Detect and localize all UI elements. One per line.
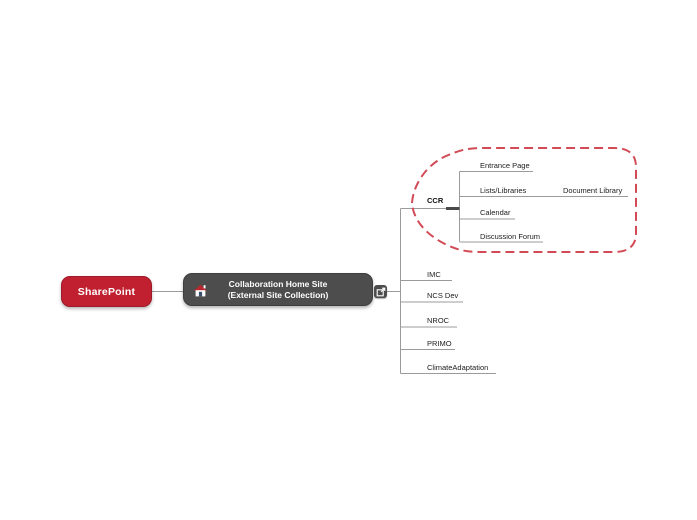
topic-discussion-forum[interactable]: Discussion Forum [480,231,541,241]
root-topic-sharepoint[interactable] [61,276,152,307]
topic-nroc[interactable]: NROC [427,316,450,325]
topic-imc[interactable]: IMC [427,269,441,279]
root-topic-label: SharePoint [77,285,136,298]
external-link-icon[interactable] [374,285,387,298]
topic-entrance-page[interactable]: Entrance Page [480,161,530,170]
topic-calendar[interactable]: Calendar [480,208,511,217]
central-topic-line1: Collaboration Home Site [228,278,328,289]
topic-primo[interactable]: PRIMO [427,338,452,348]
central-topic-line2: (External Site Collection) [227,289,329,300]
central-topic-label [228,279,329,301]
topic-climateadaptation[interactable]: ClimateAdaptation [427,362,489,372]
topic-document-library[interactable]: Document Library [563,185,623,195]
central-topic-collaboration-home-site[interactable] [183,273,373,306]
topic-ccr[interactable]: CCR [427,196,444,205]
topic-lists-libraries[interactable]: Lists/Libraries [480,185,527,195]
topic-ncs-dev[interactable]: NCS Dev [427,291,459,300]
home-icon [193,283,208,298]
